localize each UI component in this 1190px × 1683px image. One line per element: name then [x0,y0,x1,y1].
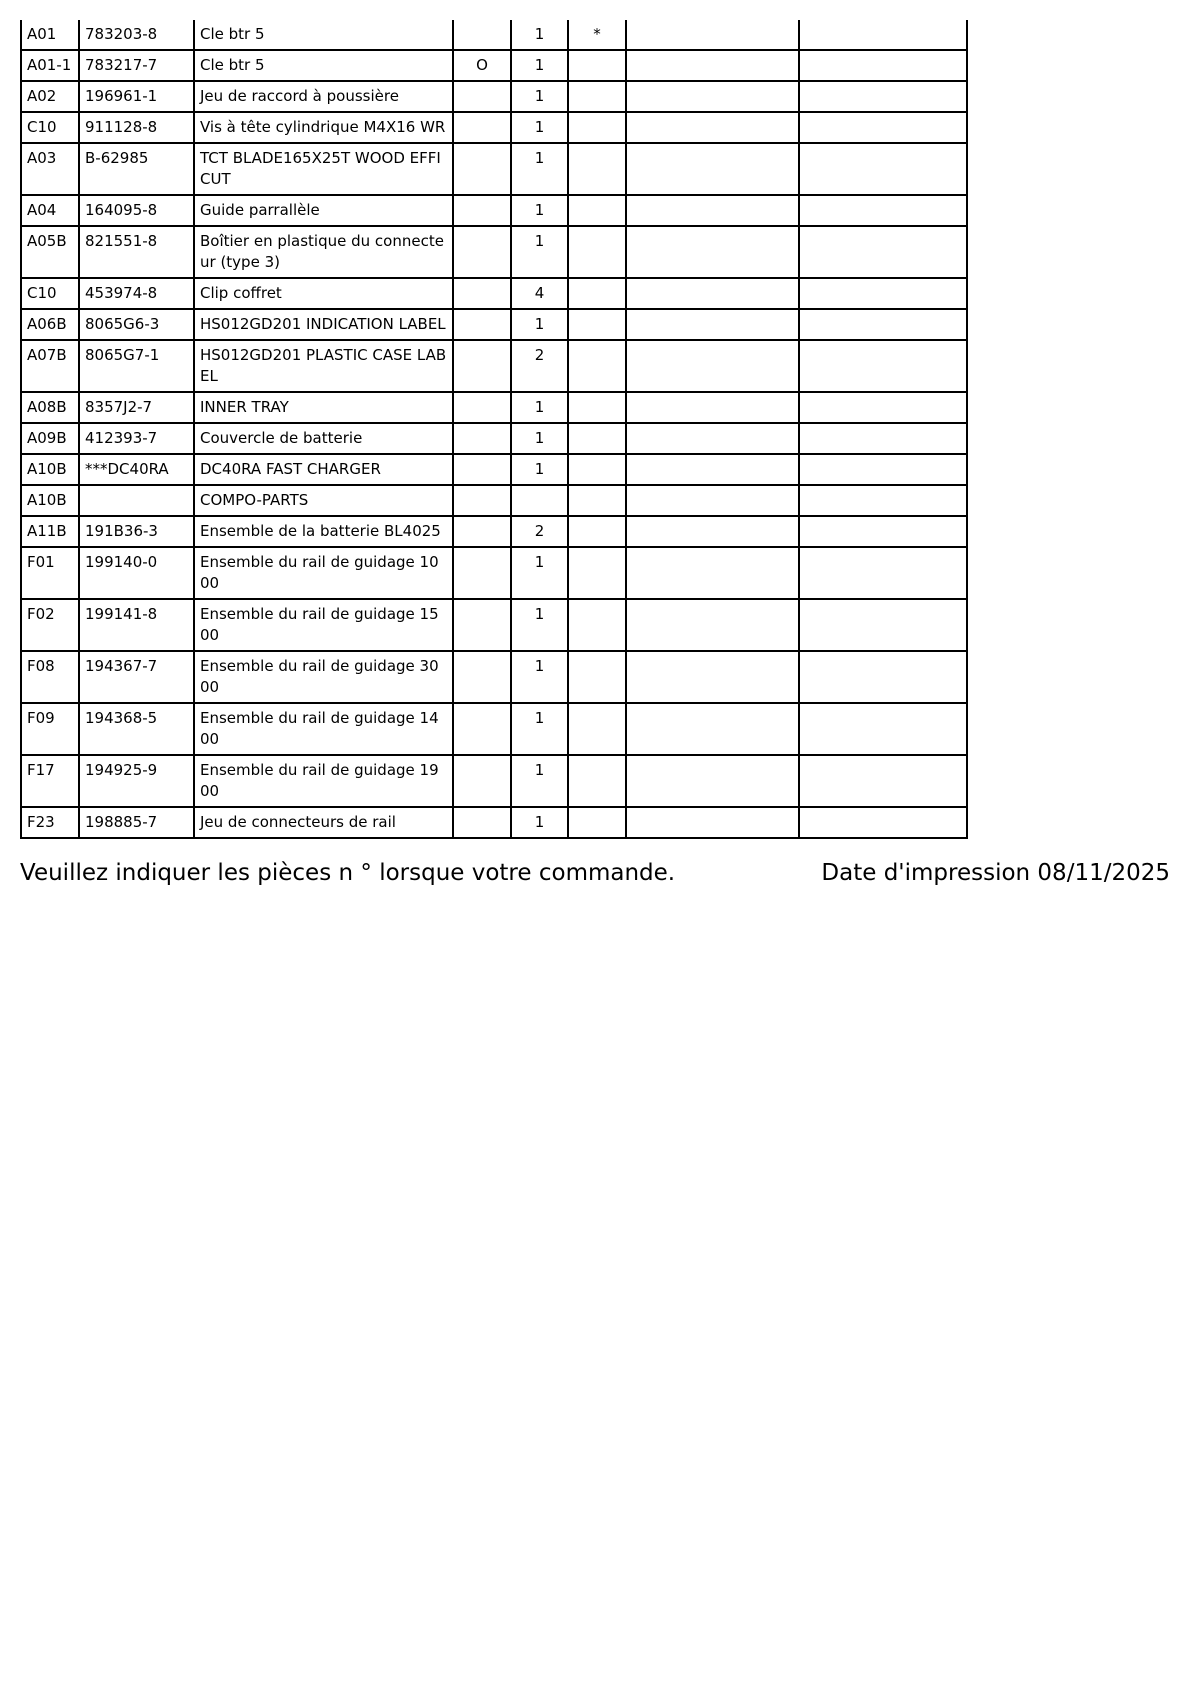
part-number-cell: 198885-7 [79,807,194,838]
part-number-cell: 194925-9 [79,755,194,807]
ref-cell: F08 [21,651,79,703]
description-cell: DC40RA FAST CHARGER [194,454,453,485]
table-row [21,651,967,703]
ref-cell: A11B [21,516,79,547]
blank-cell [626,309,799,340]
ref-cell: F01 [21,547,79,599]
table-row [21,309,967,340]
blank-cell [626,516,799,547]
ref-cell: A10B [21,485,79,516]
description-cell: INNER TRAY [194,392,453,423]
option-cell [453,143,511,195]
description-cell: Ensemble de la batterie BL4025 [194,516,453,547]
parts-table [20,20,968,839]
quantity-cell: 1 [511,309,568,340]
description-cell: Ensemble du rail de guidage 3000 [194,651,453,703]
ref-cell: A03 [21,143,79,195]
blank-cell [626,454,799,485]
blank-cell [799,516,967,547]
blank-cell [626,599,799,651]
quantity-cell: 1 [511,423,568,454]
option-cell [453,112,511,143]
note-cell [568,423,626,454]
ref-cell: A10B [21,454,79,485]
quantity-cell: 1 [511,195,568,226]
table-row [21,340,967,392]
blank-cell [626,392,799,423]
part-number-cell: ***DC40RA [79,454,194,485]
blank-cell [799,807,967,838]
quantity-cell: 1 [511,755,568,807]
option-cell [453,807,511,838]
description-cell: Vis à tête cylindrique M4X16 WR [194,112,453,143]
blank-cell [799,226,967,278]
ref-cell: A01-1 [21,50,79,81]
table-row [21,485,967,516]
table-row [21,81,967,112]
part-number-cell: 783203-8 [79,20,194,50]
quantity-cell: 1 [511,143,568,195]
blank-cell [799,278,967,309]
table-row [21,195,967,226]
table-row [21,112,967,143]
quantity-cell: 1 [511,226,568,278]
description-cell: Couvercle de batterie [194,423,453,454]
blank-cell [799,454,967,485]
parts-table-body [21,20,967,838]
quantity-cell: 1 [511,50,568,81]
ref-cell: A01 [21,20,79,50]
quantity-cell: 1 [511,547,568,599]
blank-cell [799,755,967,807]
ref-cell: F17 [21,755,79,807]
blank-cell [626,547,799,599]
note-cell [568,485,626,516]
note-cell [568,340,626,392]
part-number-cell: 412393-7 [79,423,194,454]
part-number-cell [79,485,194,516]
blank-cell [799,547,967,599]
description-cell: Ensemble du rail de guidage 1500 [194,599,453,651]
note-cell [568,547,626,599]
option-cell [453,423,511,454]
note-cell [568,516,626,547]
option-cell [453,81,511,112]
note-cell [568,143,626,195]
note-cell [568,50,626,81]
description-cell: Jeu de connecteurs de rail [194,807,453,838]
part-number-cell: 8065G6-3 [79,309,194,340]
option-cell [453,485,511,516]
description-cell: Guide parrallèle [194,195,453,226]
table-row [21,392,967,423]
part-number-cell: 199141-8 [79,599,194,651]
blank-cell [626,703,799,755]
print-date: Date d'impression 08/11/2025 [821,860,1170,886]
blank-cell [799,485,967,516]
ref-cell: F23 [21,807,79,838]
table-row [21,807,967,838]
quantity-cell: 1 [511,454,568,485]
table-row [21,423,967,454]
description-cell: Boîtier en plastique du connecteur (type 3) [194,226,453,278]
note-cell [568,599,626,651]
ref-cell: A07B [21,340,79,392]
option-cell [453,755,511,807]
blank-cell [799,143,967,195]
note-cell [568,454,626,485]
note-cell [568,81,626,112]
description-cell: Clip coffret [194,278,453,309]
blank-cell [626,195,799,226]
option-cell [453,226,511,278]
note-cell [568,755,626,807]
quantity-cell: 1 [511,703,568,755]
ref-cell: A02 [21,81,79,112]
option-cell [453,309,511,340]
note-cell [568,651,626,703]
part-number-cell: 191B36-3 [79,516,194,547]
quantity-cell: 2 [511,516,568,547]
part-number-cell: B-62985 [79,143,194,195]
blank-cell [799,309,967,340]
table-row [21,278,967,309]
note-cell [568,392,626,423]
table-row [21,226,967,278]
table-row [21,143,967,195]
option-cell [453,703,511,755]
part-number-cell: 199140-0 [79,547,194,599]
table-row [21,755,967,807]
note-cell [568,226,626,278]
blank-cell [799,599,967,651]
description-cell: Jeu de raccord à poussière [194,81,453,112]
blank-cell [626,226,799,278]
blank-cell [799,703,967,755]
note-cell [568,195,626,226]
option-cell [453,547,511,599]
ref-cell: C10 [21,278,79,309]
blank-cell [799,195,967,226]
blank-cell [626,485,799,516]
ref-cell: A05B [21,226,79,278]
option-cell [453,599,511,651]
blank-cell [626,278,799,309]
table-row [21,454,967,485]
quantity-cell: 1 [511,112,568,143]
part-number-cell: 783217-7 [79,50,194,81]
description-cell: HS012GD201 PLASTIC CASE LABEL [194,340,453,392]
quantity-cell: 2 [511,340,568,392]
quantity-cell: 4 [511,278,568,309]
blank-cell [626,755,799,807]
part-number-cell: 194367-7 [79,651,194,703]
description-cell: Ensemble du rail de guidage 1900 [194,755,453,807]
description-cell: COMPO-PARTS [194,485,453,516]
quantity-cell: 1 [511,807,568,838]
blank-cell [799,20,967,50]
table-row [21,50,967,81]
option-cell [453,195,511,226]
blank-cell [799,651,967,703]
blank-cell [626,143,799,195]
blank-cell [626,112,799,143]
blank-cell [799,392,967,423]
blank-cell [799,81,967,112]
description-cell: Cle btr 5 [194,50,453,81]
part-number-cell: 8065G7-1 [79,340,194,392]
blank-cell [626,651,799,703]
part-number-cell: 196961-1 [79,81,194,112]
blank-cell [626,81,799,112]
blank-cell [626,423,799,454]
option-cell [453,340,511,392]
ref-cell: F09 [21,703,79,755]
blank-cell [799,50,967,81]
option-cell [453,278,511,309]
ref-cell: C10 [21,112,79,143]
blank-cell [626,807,799,838]
blank-cell [626,340,799,392]
description-cell: Ensemble du rail de guidage 1400 [194,703,453,755]
blank-cell [799,112,967,143]
note-cell [568,703,626,755]
ref-cell: F02 [21,599,79,651]
description-cell: Cle btr 5 [194,20,453,50]
option-cell: O [453,50,511,81]
table-row [21,547,967,599]
table-row [21,599,967,651]
part-number-cell: 821551-8 [79,226,194,278]
note-cell: * [568,20,626,50]
description-cell: HS012GD201 INDICATION LABEL [194,309,453,340]
table-row [21,20,967,50]
part-number-cell: 8357J2-7 [79,392,194,423]
part-number-cell: 453974-8 [79,278,194,309]
option-cell [453,454,511,485]
part-number-cell: 164095-8 [79,195,194,226]
table-row [21,516,967,547]
blank-cell [799,423,967,454]
note-cell [568,278,626,309]
note-cell [568,112,626,143]
ref-cell: A04 [21,195,79,226]
quantity-cell: 1 [511,20,568,50]
part-number-cell: 911128-8 [79,112,194,143]
description-cell: Ensemble du rail de guidage 1000 [194,547,453,599]
quantity-cell: 1 [511,651,568,703]
ref-cell: A06B [21,309,79,340]
note-cell [568,807,626,838]
option-cell [453,651,511,703]
blank-cell [626,50,799,81]
note-cell [568,309,626,340]
table-row [21,703,967,755]
ref-cell: A09B [21,423,79,454]
order-instruction-note: Veuillez indiquer les pièces n ° lorsque votre commande. [20,860,676,886]
ref-cell: A08B [21,392,79,423]
quantity-cell: 1 [511,392,568,423]
option-cell [453,516,511,547]
blank-cell [626,20,799,50]
quantity-cell: 1 [511,599,568,651]
description-cell: TCT BLADE165X25T WOOD EFFICUT [194,143,453,195]
blank-cell [799,340,967,392]
option-cell [453,392,511,423]
quantity-cell: 1 [511,81,568,112]
part-number-cell: 194368-5 [79,703,194,755]
option-cell [453,20,511,50]
quantity-cell [511,485,568,516]
